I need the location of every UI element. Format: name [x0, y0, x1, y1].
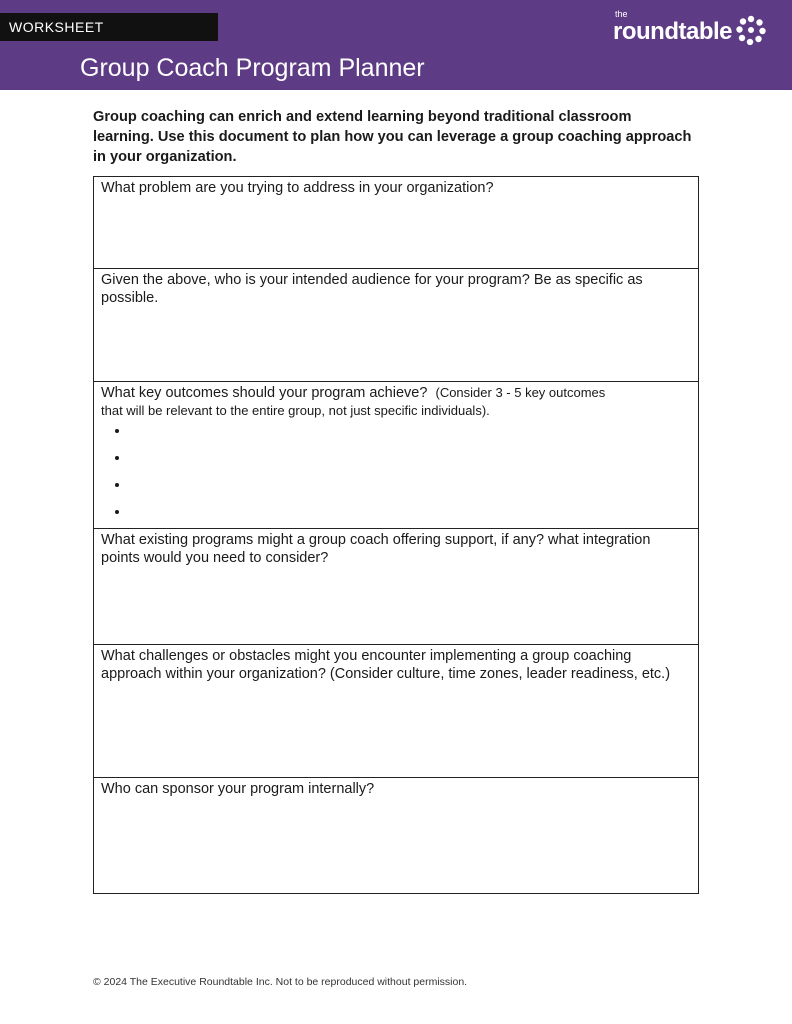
question-audience: Given the above, who is your intended audience for your program? Be as specific as possible.	[101, 272, 643, 306]
outcome-bullet[interactable]	[129, 504, 691, 531]
question-cell-outcomes[interactable]	[94, 382, 698, 529]
question-outcomes-note: (Consider 3 - 5 key outcomes	[435, 385, 606, 400]
outcome-bullet[interactable]	[129, 423, 691, 450]
question-problem: What problem are you trying to address in your organization?	[101, 180, 494, 196]
intro-text: Group coaching can enrich and extend learning beyond traditional classroom learning. Use this document to plan how you can leverage a group coaching approach in your organization.	[93, 109, 692, 165]
copyright-footer: © 2024 The Executive Roundtable Inc. Not to be reproduced without permission.	[93, 976, 468, 988]
question-existing-programs: What existing programs might a group coach offering support, if any? what integration points would you need to consider?	[101, 532, 651, 566]
question-sponsor: Who can sponsor your program internally?	[101, 781, 375, 797]
question-cell-existing-programs[interactable]	[94, 529, 698, 645]
question-challenges: What challenges or obstacles might you encounter implementing a group coaching approach within your organization? (Consider culture, time zones, leader readiness, etc.)	[101, 648, 671, 682]
question-cell-challenges[interactable]	[94, 645, 698, 778]
logo-the-text: the	[615, 9, 628, 19]
question-cell-problem[interactable]	[94, 177, 698, 269]
question-outcomes	[101, 384, 691, 402]
outcome-bullet[interactable]	[129, 450, 691, 477]
roundtable-emblem-icon	[736, 15, 766, 45]
page-title: Group Coach Program Planner	[80, 54, 425, 82]
roundtable-logo	[613, 9, 766, 46]
question-cell-audience[interactable]	[94, 269, 698, 382]
logo-wordmark: roundtable	[613, 18, 732, 45]
planner-table	[93, 176, 699, 894]
header-banner	[0, 0, 792, 90]
question-outcomes-note-continued: that will be relevant to the entire group, not just specific individuals).	[101, 403, 490, 418]
question-outcomes-text: What key outcomes should your program achieve?	[101, 385, 428, 401]
worksheet-tag: WORKSHEET	[0, 13, 218, 41]
outcomes-bullet-list	[101, 423, 691, 531]
outcome-bullet[interactable]	[129, 477, 691, 504]
question-cell-sponsor[interactable]	[94, 778, 698, 893]
